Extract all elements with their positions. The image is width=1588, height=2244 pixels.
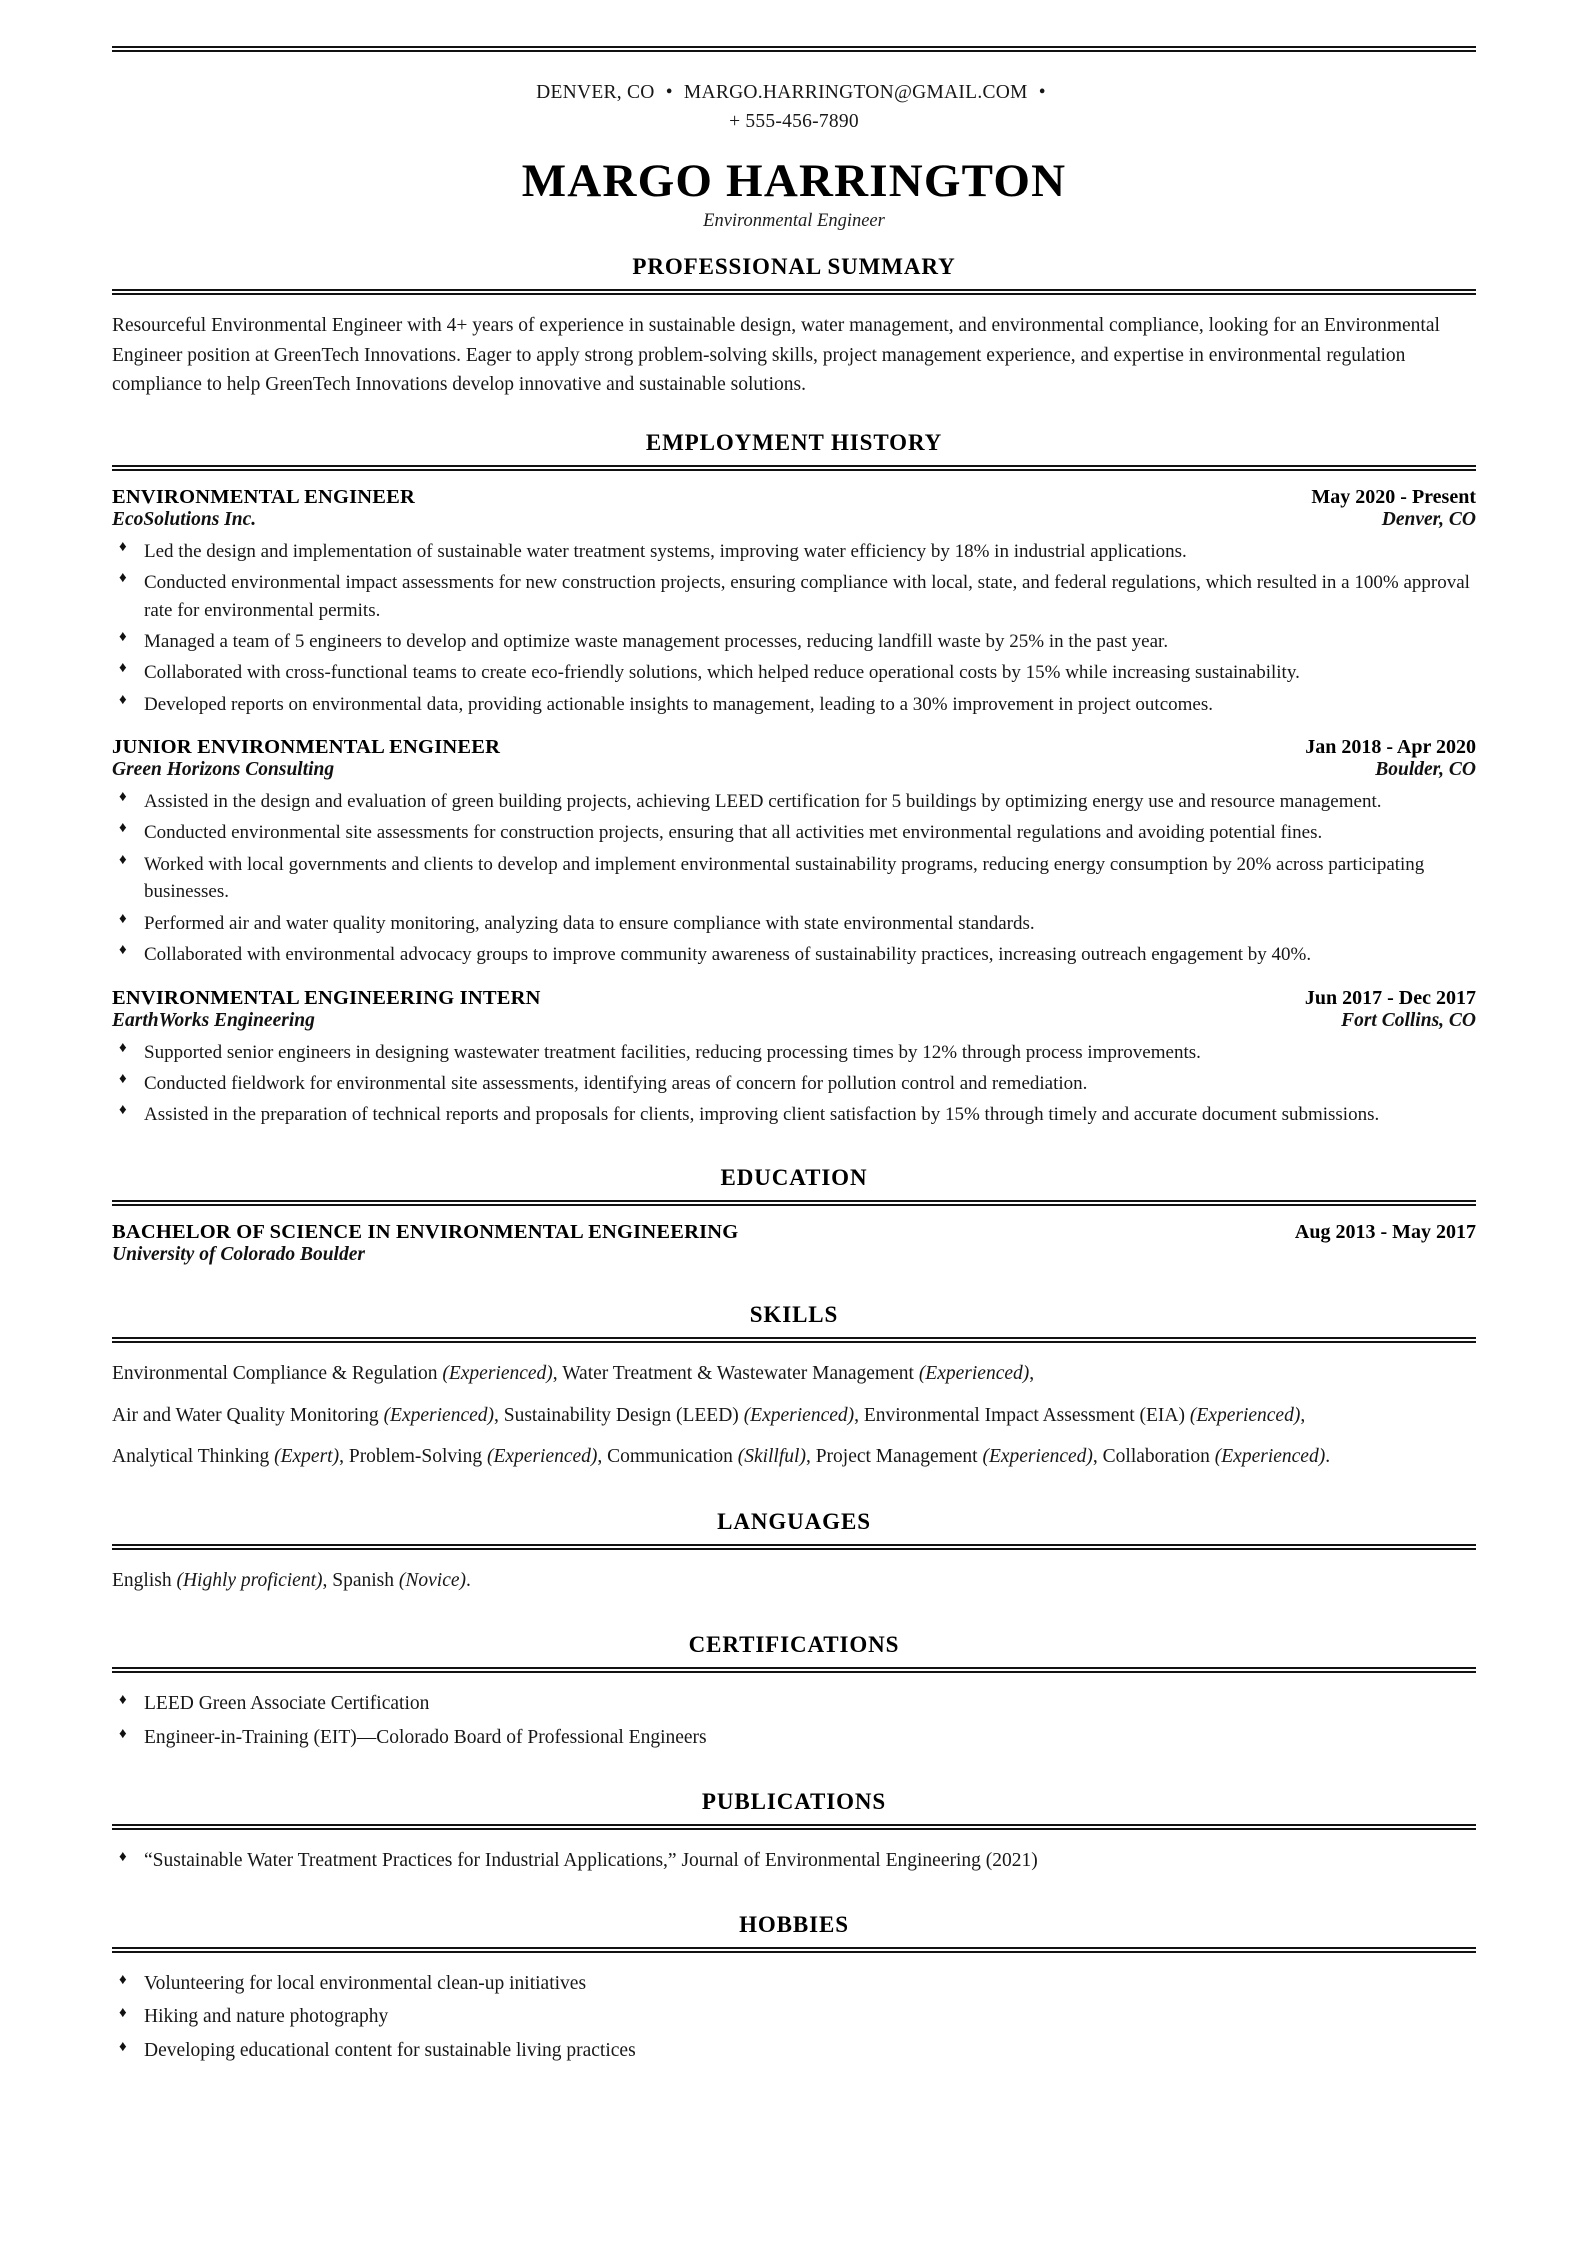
contact-phone: + 555-456-7890 (729, 111, 859, 133)
employment-bullet: ♦ Assisted in the preparation of technical reports and proposals for clients, improving client satisfaction by 15% through timely and accurate document submissions. (112, 1101, 1476, 1129)
employment-date-range: Jun 2017 - Dec 2017 (1304, 986, 1476, 1009)
employment-bullet: ♦ Conducted environmental site assessments for construction projects, ensuring that all activities met environmental regulations and avoiding potential fines. (112, 819, 1476, 847)
employment-location: Boulder, CO (1375, 759, 1476, 781)
employment-title-row (112, 987, 1476, 1010)
contact-separator-2: • (1038, 82, 1046, 103)
employment-bullet-list (112, 788, 1476, 968)
employment-entry (112, 736, 1476, 968)
employment-org-row (112, 509, 1476, 531)
section-title-languages: LANGUAGES (717, 1509, 871, 1535)
skill-separator: . (1325, 1446, 1331, 1468)
language-separator: . (466, 1570, 471, 1592)
skills-line (112, 1359, 1476, 1390)
employment-bullet: ♦ Worked with local governments and clients to develop and implement environmental sustainability programs, reducing energy consumption by 20% across participating businesses. (112, 851, 1476, 906)
employment-entry (112, 486, 1476, 718)
employment-bullet: ♦ Led the design and implementation of sustainable water treatment systems, improving water efficiency by 18% in industrial applications. (112, 538, 1476, 566)
skill-separator: , (1029, 1362, 1035, 1384)
skill-name: Communication (607, 1446, 738, 1468)
employment-bullet: ♦ Conducted environmental impact assessments for new construction projects, ensuring compliance with local, state, and federal regulations, which resulted in a 100% approval rate for environmental permits. (112, 569, 1476, 624)
section-title-certifications: CERTIFICATIONS (688, 1632, 900, 1658)
employment-bullet-list (112, 538, 1476, 718)
skill-name: Environmental Compliance & Regulation (112, 1362, 443, 1384)
summary-body (112, 295, 1476, 400)
skill-separator: , (1092, 1446, 1103, 1468)
employment-organization: EarthWorks Engineering (112, 1009, 315, 1031)
section-title-summary: PROFESSIONAL SUMMARY (632, 253, 956, 279)
publications-body (112, 1830, 1476, 1876)
summary-text: Resourceful Environmental Engineer with 4+ years of experience in sustainable design, water management, and environmental compliance, looking for an Environmental Engineer position at GreenTech Innovations. Eager to apply strong problem-solving skills, project management experience, and expertise in environmental regulation compliance to help GreenTech Innovations develop innovative and sustainable solutions. (112, 314, 1440, 396)
language-separator: , (322, 1570, 333, 1592)
top-divider (112, 46, 1476, 52)
education-entry (112, 1221, 1476, 1266)
skill-level: (Experienced) (383, 1404, 494, 1426)
language-level: (Highly proficient) (176, 1570, 323, 1592)
employment-org-row (112, 1010, 1476, 1032)
contact-line (112, 78, 1476, 107)
employment-bullet: ♦ Collaborated with environmental advocacy groups to improve community awareness of sustainability practices, increasing outreach engagement by 40%. (112, 941, 1476, 969)
employment-organization: EcoSolutions Inc. (112, 508, 257, 530)
employment-bullet: ♦ Supported senior engineers in designing wastewater treatment facilities, reducing processing times by 12% through process improvements. (112, 1039, 1476, 1067)
skill-level: (Experienced) (743, 1404, 855, 1426)
employment-bullet: ♦ Performed air and water quality monitoring, analyzing data to ensure compliance with state environmental standards. (112, 910, 1476, 938)
certification-item: ♦ LEED Green Associate Certification (112, 1689, 1476, 1719)
section-title-skills: SKILLS (749, 1301, 839, 1327)
hobby-item: ♦ Hiking and nature photography (112, 2002, 1476, 2032)
employment-job-title: JUNIOR ENVIRONMENTAL ENGINEER (112, 736, 501, 759)
hobby-item: ♦ Developing educational content for sustainable living practices (112, 2036, 1476, 2066)
skill-separator: , (494, 1404, 504, 1426)
employment-job-title: ENVIRONMENTAL ENGINEER (112, 485, 416, 508)
skill-level: (Skillful) (737, 1446, 806, 1468)
skill-level: (Experienced) (442, 1362, 553, 1384)
education-school: University of Colorado Boulder (112, 1243, 365, 1265)
skill-level: (Experienced) (1189, 1404, 1301, 1426)
language-name: Spanish (332, 1570, 399, 1592)
languages-line (112, 1566, 1476, 1596)
skill-name: Air and Water Quality Monitoring (112, 1404, 384, 1426)
skill-level: (Experienced) (918, 1362, 1030, 1384)
education-date-range: Aug 2013 - May 2017 (1294, 1220, 1476, 1243)
section-skills (112, 1302, 1476, 1473)
employment-date-range: Jan 2018 - Apr 2020 (1305, 736, 1476, 759)
language-level: (Novice) (398, 1570, 467, 1592)
employment-date-range: May 2020 - Present (1311, 485, 1476, 508)
resume-header (112, 78, 1476, 232)
section-professional-summary (112, 254, 1476, 400)
skill-name: Analytical Thinking (112, 1446, 275, 1468)
language-name: English (112, 1570, 177, 1592)
skill-separator: , (1300, 1404, 1306, 1426)
skills-line (112, 1401, 1476, 1432)
section-title-education: EDUCATION (720, 1164, 868, 1190)
contact-email[interactable]: MARGO.HARRINGTON@GMAIL.COM (683, 82, 1028, 103)
contact-phone-line (112, 107, 1476, 136)
education-degree: BACHELOR OF SCIENCE IN ENVIRONMENTAL ENGINEERING (112, 1220, 739, 1243)
employment-title-row (112, 486, 1476, 509)
employment-organization: Green Horizons Consulting (112, 759, 335, 781)
hobbies-body (112, 1953, 1476, 2066)
skill-separator: , (339, 1446, 349, 1468)
education-degree-row (112, 1221, 1476, 1244)
skill-name: Problem-Solving (348, 1446, 487, 1468)
skill-name: Environmental Impact Assessment (EIA) (863, 1404, 1190, 1426)
certification-item: ♦ Engineer-in-Training (EIT)—Colorado Board of Professional Engineers (112, 1723, 1476, 1753)
section-languages (112, 1509, 1476, 1596)
skill-separator: , (552, 1362, 563, 1384)
employment-title-row (112, 736, 1476, 759)
section-employment-history (112, 430, 1476, 1129)
skill-name: Project Management (815, 1446, 983, 1468)
employment-body (112, 471, 1476, 1129)
skill-level: (Expert) (274, 1446, 340, 1468)
skill-separator: , (854, 1404, 864, 1426)
section-title-employment: EMPLOYMENT HISTORY (645, 429, 943, 455)
contact-location: DENVER, CO (536, 82, 655, 103)
section-education (112, 1165, 1476, 1266)
hobby-item: ♦ Volunteering for local environmental clean-up initiatives (112, 1969, 1476, 1999)
section-title-publications: PUBLICATIONS (701, 1788, 887, 1814)
employment-job-title: ENVIRONMENTAL ENGINEERING INTERN (112, 986, 541, 1009)
section-title-hobbies: HOBBIES (739, 1912, 849, 1938)
employment-org-row (112, 759, 1476, 781)
section-publications (112, 1789, 1476, 1876)
skill-separator: , (805, 1446, 816, 1468)
skill-name: Water Treatment & Wastewater Management (562, 1362, 919, 1384)
section-hobbies (112, 1912, 1476, 2066)
languages-body (112, 1550, 1476, 1596)
publications-list (112, 1846, 1476, 1876)
employment-bullet: ♦ Assisted in the design and evaluation of green building projects, achieving LEED certification for 5 buildings by optimizing energy use and resource management. (112, 788, 1476, 816)
skill-level: (Experienced) (982, 1446, 1093, 1468)
employment-bullet: ♦ Managed a team of 5 engineers to develop and optimize waste management processes, reducing landfill waste by 25% in the past year. (112, 628, 1476, 656)
employment-location: Denver, CO (1381, 508, 1476, 530)
skill-level: (Experienced) (1214, 1446, 1326, 1468)
education-body (112, 1206, 1476, 1266)
resume-sheet (112, 0, 1476, 2066)
employment-bullet: ♦ Conducted fieldwork for environmental site assessments, identifying areas of concern for pollution control and remediation. (112, 1070, 1476, 1098)
candidate-role: Environmental Engineer (703, 210, 885, 231)
publication-item: ♦ “Sustainable Water Treatment Practices for Industrial Applications,” Journal of Environmental Engineering (2021) (112, 1846, 1476, 1876)
skill-separator: , (597, 1446, 608, 1468)
skills-line (112, 1442, 1476, 1473)
education-school-row (112, 1244, 1476, 1266)
skill-level: (Experienced) (486, 1446, 598, 1468)
skill-name: Sustainability Design (LEED) (503, 1404, 744, 1426)
skill-name: Collaboration (1102, 1446, 1215, 1468)
candidate-name: MARGO HARRINGTON (521, 154, 1067, 207)
section-certifications (112, 1632, 1476, 1752)
certifications-body (112, 1673, 1476, 1752)
certifications-list (112, 1689, 1476, 1752)
skills-body (112, 1343, 1476, 1473)
employment-bullet: ♦ Developed reports on environmental data, providing actionable insights to management, leading to a 30% improvement in project outcomes. (112, 691, 1476, 719)
employment-bullet: ♦ Collaborated with cross-functional teams to create eco-friendly solutions, which helped reduce operational costs by 15% while increasing sustainability. (112, 659, 1476, 687)
employment-entry (112, 987, 1476, 1129)
hobbies-list (112, 1969, 1476, 2066)
contact-separator-1: • (665, 82, 673, 103)
employment-bullet-list (112, 1039, 1476, 1129)
employment-location: Fort Collins, CO (1341, 1009, 1476, 1031)
